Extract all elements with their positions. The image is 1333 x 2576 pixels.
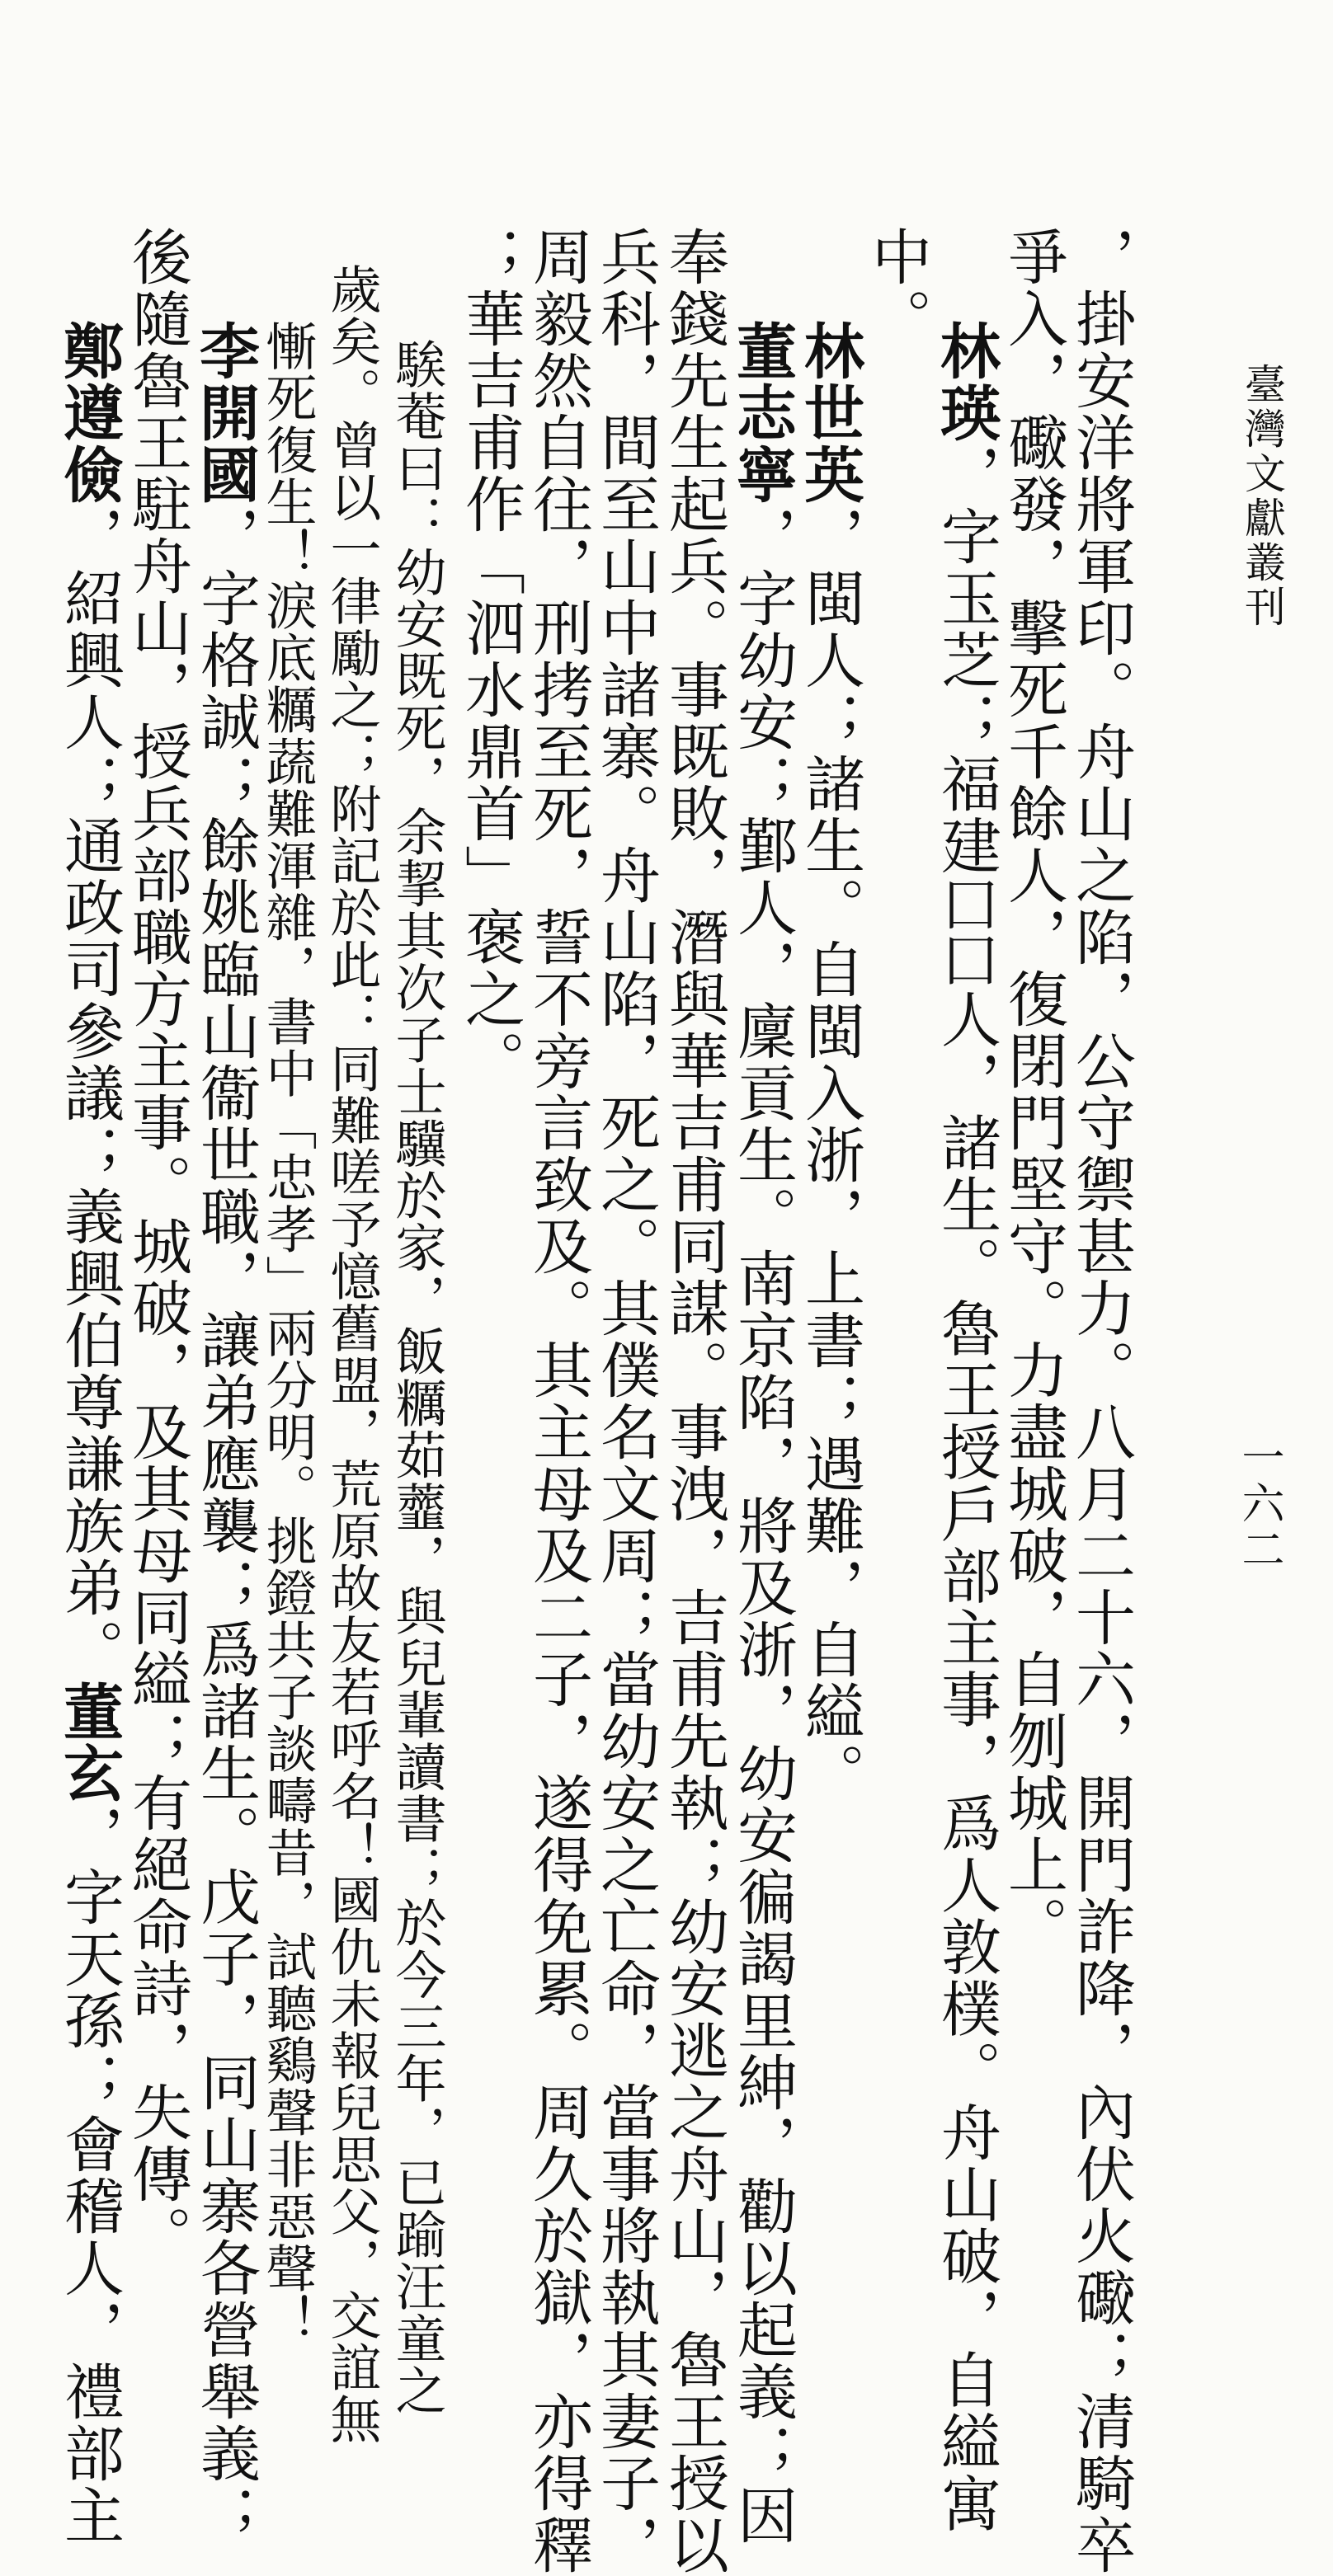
text-column — [726, 320, 797, 2546]
text-column — [794, 320, 864, 1804]
text-column — [590, 226, 660, 2576]
text-segment: 周毅然自往，刑拷至死，誓不旁言致及。其主母及二子，遂得免累。周久於獄，亦得釋 — [522, 226, 592, 2576]
note-column — [257, 320, 318, 2346]
text-segment: 中。 — [861, 226, 931, 350]
person-name: 董志寧 — [726, 320, 797, 505]
text-column — [1065, 226, 1135, 2576]
text-segment: ，字格誠；餘姚臨山衞世職，讓弟應襲；爲諸生。戊子，同山寨各營舉義； — [190, 505, 260, 2546]
person-name: 董玄 — [53, 1681, 124, 1804]
text-column — [658, 226, 728, 2576]
person-name: 鄭遵儉 — [53, 320, 124, 505]
text-segment: ，字天孫；會稽人，禮部主 — [54, 1804, 124, 2546]
text-column — [522, 226, 592, 2576]
text-segment: ，紹興人；通政司參議；義興伯尊謙族弟。 — [54, 505, 124, 1681]
text-segment: ，閩人；諸生。自閩入浙，上書；遇難，自縊。 — [794, 505, 864, 1804]
person-name: 林瑛 — [930, 320, 1001, 444]
text-column — [189, 320, 260, 2546]
text-segment: 人，諸生。魯王授戶部主事，爲人敦樸。舟山破，自縊寓 — [930, 988, 1001, 2535]
text-column — [455, 226, 525, 1092]
text-segment: 後隨魯王駐舟山，授兵部職方主事。城破，及其母同縊；有絕命詩，失傳。 — [121, 226, 191, 2267]
text-column — [997, 226, 1067, 1958]
text-segment: 慚死復生！淚底糲蔬難渾雜，書中「忠孝」兩分明。挑鐙共子談疇昔，試聽鷄聲非惡聲！ — [257, 320, 318, 2346]
person-name: 李開國 — [189, 320, 260, 505]
text-segment: 歲矣。曾以一律勵之；附記於此：同難嗟予憶舊盟，荒原故友若呼名！國仇未報兒思父，交誼無 — [322, 263, 382, 2445]
text-column — [861, 226, 931, 350]
text-segment: 兵科，間至山中諸寨。舟山陷，死之。其僕名文周；當幼安之亡命，當事將執其妻子， — [590, 226, 660, 2576]
text-column — [930, 320, 1001, 2535]
text-segment: 奉錢先生起兵。事既敗，潛與華吉甫同謀。事洩，吉甫先執；幼安逃之舟山，魯王授以 — [658, 226, 728, 2576]
text-segment: 騃菴曰：幼安既死，余挈其次子士驥於家，飯糲茹虀，與兒輩讀書；於今三年，已踰汪童之 — [387, 338, 447, 2416]
text-segment: ；華吉甫作「泗水鼎首」褒之。 — [455, 226, 525, 1092]
person-name: 林世英 — [794, 320, 864, 505]
text-segment: ，字幼安；鄞人，廩貢生。南京陷，將及浙，幼安徧謁里紳，勸以起義；因 — [727, 505, 797, 2546]
page-number: 一六二 — [1234, 1435, 1284, 1573]
text-column — [53, 320, 124, 2546]
text-segment: ，掛安洋將軍印。舟山之陷，公守禦甚力。八月二十六，開門詐降，內伏火礮；清騎卒 — [1065, 226, 1135, 2576]
text-segment: 爭入，礮發，擊死千餘人，復閉門堅守。力盡城破，自刎城上。 — [997, 226, 1067, 1958]
text-segment: ，字玉芝；福建 — [930, 444, 1001, 877]
text-column — [121, 226, 191, 2267]
note-column — [322, 263, 382, 2445]
note-column — [387, 338, 447, 2416]
running-title: 臺灣文獻叢刊 — [1238, 363, 1286, 630]
text-segment: 囗囗 — [934, 877, 996, 989]
